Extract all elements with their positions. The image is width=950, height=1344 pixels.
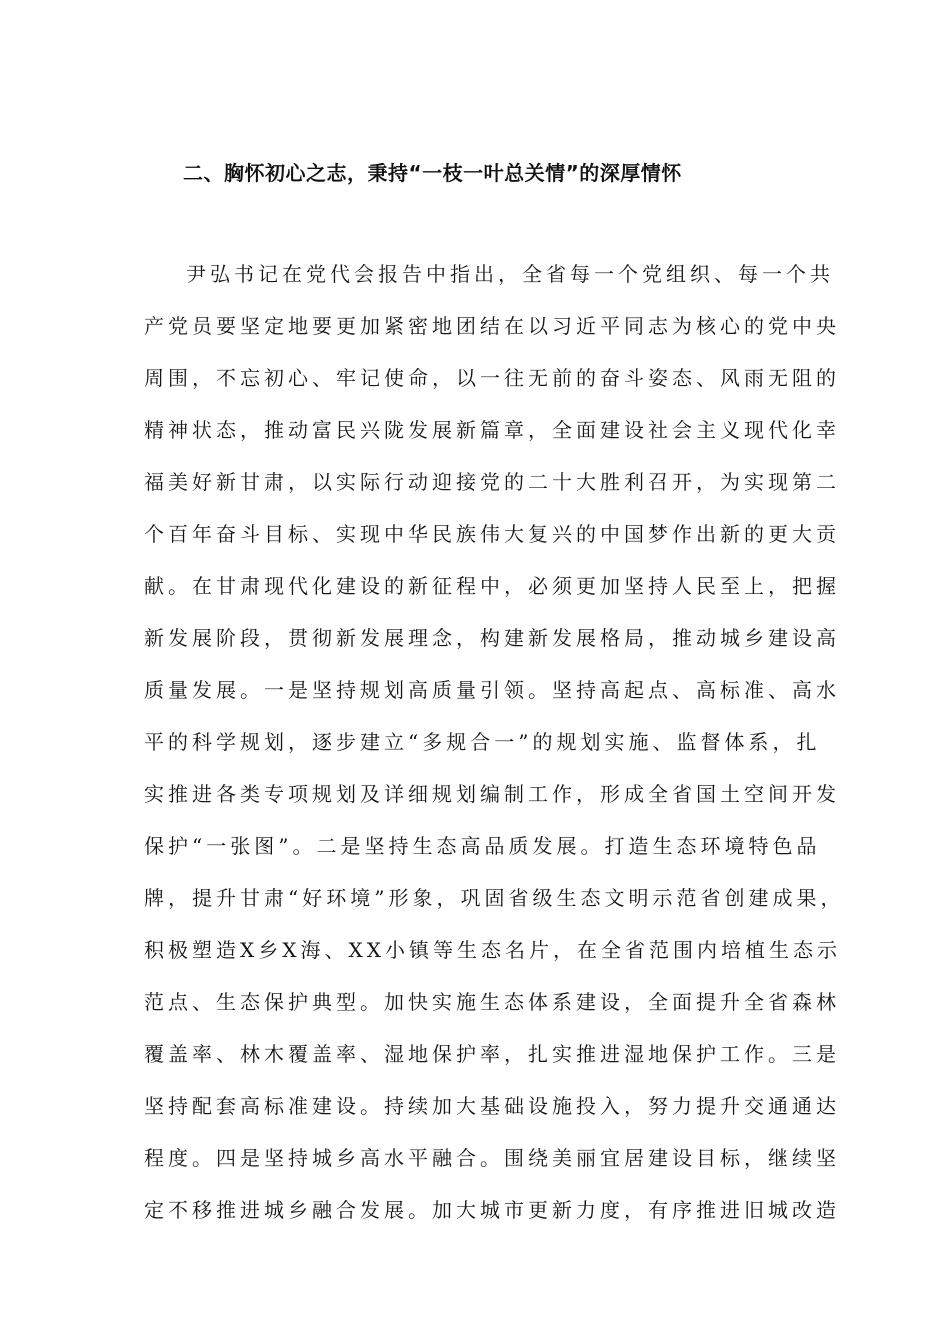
- paragraph-line: 实推进各类专项规划及详细规划编制工作，形成全省国土空间开发: [144, 782, 840, 806]
- paragraph-line: 坚持配套高标准建设。持续加大基础设施投入，努力提升交通通达: [144, 1094, 840, 1118]
- paragraph-line: 积极塑造X乡X海、XX小镇等生态名片，在全省范围内培植生态示: [144, 938, 841, 962]
- paragraph-line: 精神状态，推动富民兴陇发展新篇章，全面建设社会主义现代化幸: [144, 418, 840, 442]
- paragraph-line: 保护“一张图”。二是坚持生态高品质发展。打造生态环境特色品: [144, 834, 821, 858]
- paragraph-line: 尹弘书记在党代会报告中指出，全省每一个党组织、每一个共: [186, 262, 834, 286]
- paragraph-line: 程度。四是坚持城乡高水平融合。围绕美丽宜居建设目标，继续坚: [144, 1146, 840, 1170]
- paragraph-line: 新发展阶段，贯彻新发展理念，构建新发展格局，推动城乡建设高: [144, 626, 840, 650]
- paragraph-line: 质量发展。一是坚持规划高质量引领。坚持高起点、高标准、高水: [144, 678, 840, 702]
- paragraph-line: 牌，提升甘肃“好环境”形象，巩固省级生态文明示范省创建成果，: [144, 886, 845, 910]
- paragraph-line: 平的科学规划，逐步建立“多规合一”的规划实施、监督体系，扎: [144, 730, 821, 754]
- paragraph-line: 福美好新甘肃，以实际行动迎接党的二十大胜利召开，为实现第二: [144, 470, 840, 494]
- paragraph-line: 周围，不忘初心、牢记使命，以一往无前的奋斗姿态、风雨无阻的: [144, 366, 840, 390]
- section-heading: 二、胸怀初心之志，秉持“一枝一叶总关情”的深厚情怀: [183, 161, 682, 185]
- paragraph-line: 献。在甘肃现代化建设的新征程中，必须更加坚持人民至上，把握: [144, 574, 840, 598]
- paragraph-line: 个百年奋斗目标、实现中华民族伟大复兴的中国梦作出新的更大贡: [144, 522, 840, 546]
- paragraph-line: 产党员要坚定地要更加紧密地团结在以习近平同志为核心的党中央: [144, 314, 840, 338]
- paragraph-line: 定不移推进城乡融合发展。加大城市更新力度，有序推进旧城改造: [144, 1198, 840, 1222]
- body-paragraph: [144, 248, 845, 1236]
- paragraph-line: 覆盖率、林木覆盖率、湿地保护率，扎实推进湿地保护工作。三是: [144, 1042, 840, 1066]
- paragraph-line: 范点、生态保护典型。加快实施生态体系建设，全面提升全省森林: [144, 990, 840, 1014]
